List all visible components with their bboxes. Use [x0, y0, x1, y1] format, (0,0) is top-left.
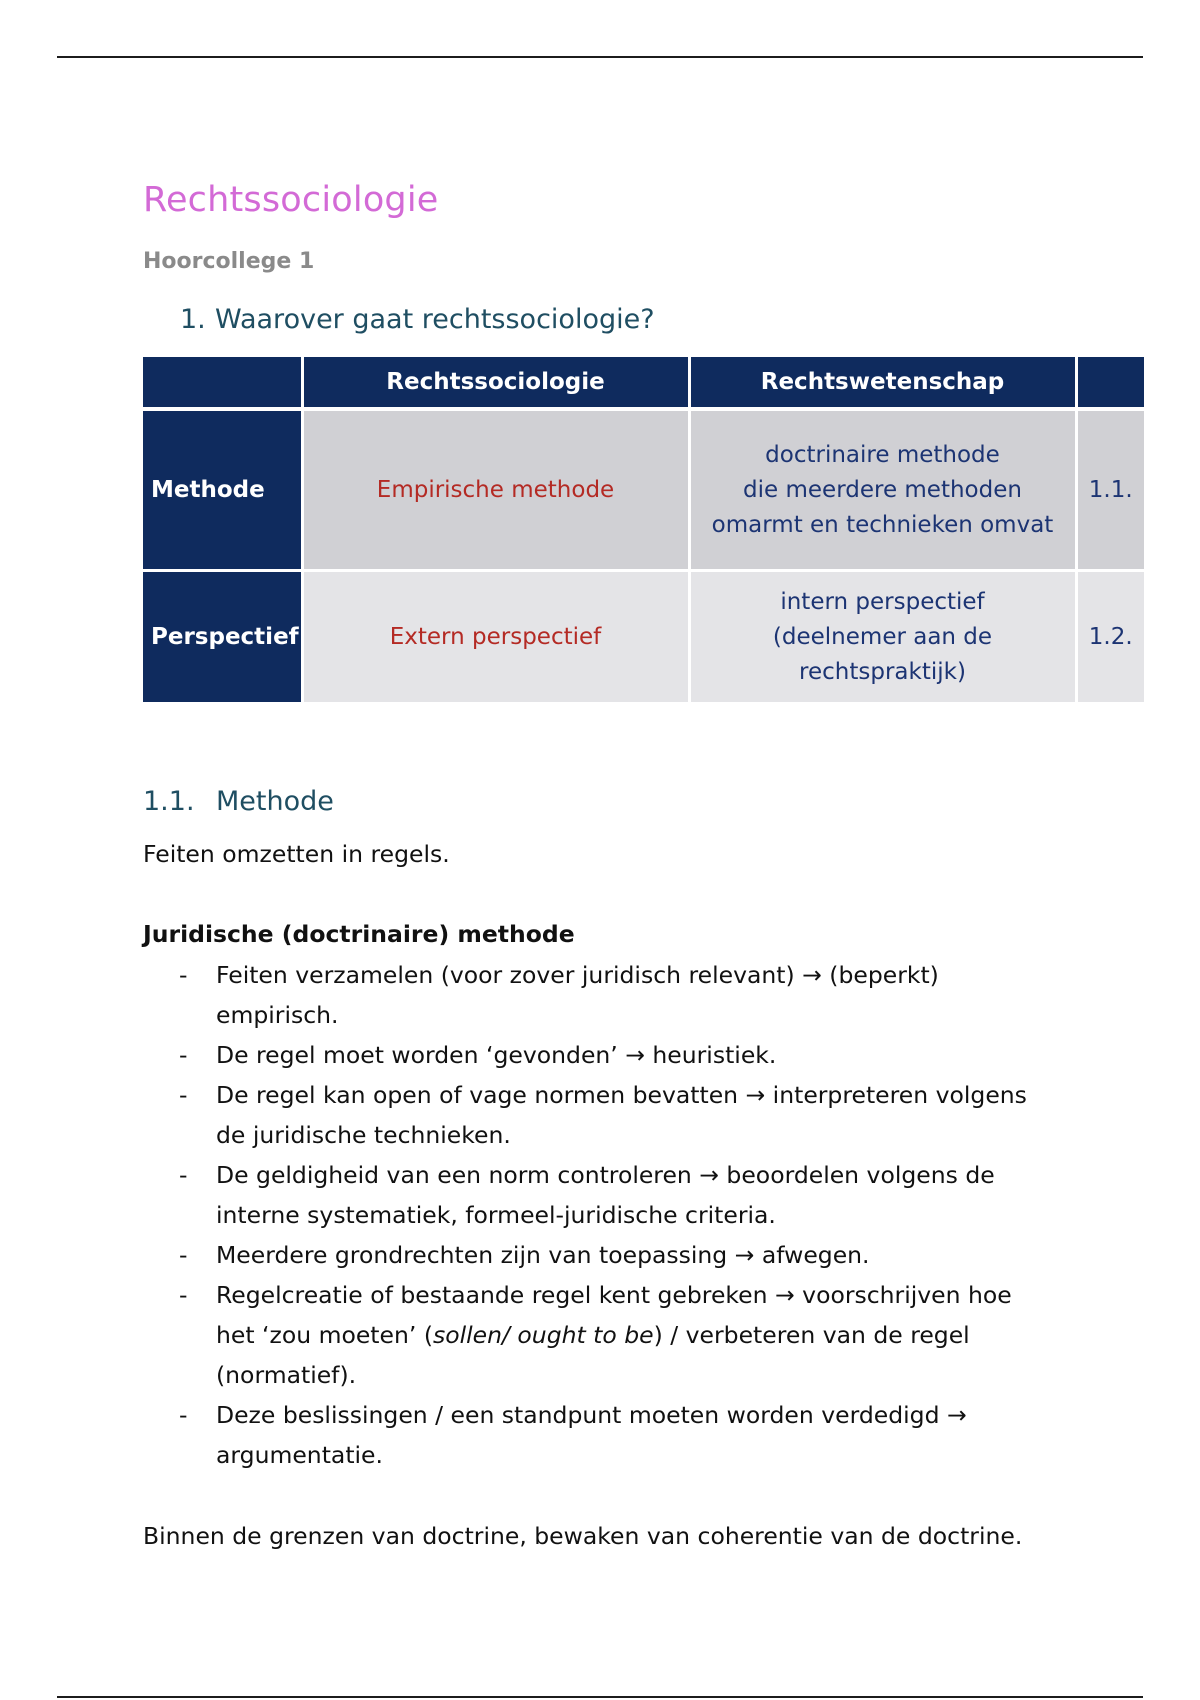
- bullet-line: De regel kan open of vage normen bevatten → interpreteren volgens: [216, 1081, 1027, 1109]
- bullet-marker: -: [179, 1161, 188, 1189]
- bullet-marker: -: [179, 1241, 188, 1269]
- cell-line: doctrinaire methode: [765, 441, 1000, 468]
- section-heading-1: [180, 304, 655, 335]
- table-header-row: [143, 357, 1144, 407]
- table-row-methode: [143, 411, 1144, 571]
- list-item: [143, 1075, 1073, 1155]
- cell-line: (deelnemer aan de: [772, 623, 993, 650]
- text-run: het ‘zou moeten’ (: [216, 1321, 433, 1349]
- closing-paragraph: Binnen de grenzen van doctrine, bewaken van coherentie van de doctrine.: [143, 1522, 1023, 1550]
- row-label: Perspectief: [143, 571, 302, 703]
- bullet-line: Regelcreatie of bestaande regel kent gebreken → voorschrijven hoe: [216, 1281, 1012, 1309]
- cell-line: intern perspectief: [780, 588, 985, 615]
- cell-socio: Empirische methode: [302, 411, 689, 571]
- section-number: 1.1.: [143, 786, 195, 817]
- text-run: ) / verbeteren van de regel: [653, 1321, 970, 1349]
- cell-line: die meerdere methoden: [743, 476, 1022, 503]
- list-item: [143, 1275, 1073, 1395]
- bullet-line: interne systematiek, formeel-juridische criteria.: [216, 1201, 776, 1229]
- header-rechtssociologie: Rechtssociologie: [302, 357, 689, 407]
- bullet-line: (normatief).: [216, 1361, 357, 1389]
- bullet-marker: -: [179, 1041, 188, 1069]
- cell-line: rechtspraktijk): [799, 658, 966, 685]
- bullet-line: Deze beslissingen / een standpunt moeten worden verdedigd →: [216, 1401, 967, 1429]
- bullet-line: empirisch.: [216, 1001, 339, 1029]
- cell-line: omarmt en technieken omvat: [711, 511, 1054, 538]
- bullet-marker: -: [179, 1281, 188, 1309]
- bullet-line: [216, 1315, 1073, 1355]
- bullet-line: De geldigheid van een norm controleren → beoordelen volgens de: [216, 1161, 995, 1189]
- bullet-marker: -: [179, 1081, 188, 1109]
- section-title: Methode: [216, 786, 334, 817]
- row-label: Methode: [143, 411, 302, 571]
- header-ref: [1076, 357, 1144, 407]
- header-rechtswetenschap: Rechtswetenschap: [689, 357, 1076, 407]
- table-row-perspectief: [143, 571, 1144, 703]
- cell-wetenschap: [689, 411, 1076, 571]
- cell-ref: 1.2.: [1076, 571, 1144, 703]
- document-subtitle: Hoorcollege 1: [143, 249, 315, 274]
- top-rule: [57, 56, 1143, 58]
- comparison-table: [143, 357, 1144, 702]
- document-title: Rechtssociologie: [143, 180, 439, 220]
- section-heading-1-1: [143, 786, 334, 817]
- bullet-marker: -: [179, 961, 188, 989]
- list-item: [143, 1235, 1073, 1275]
- bottom-rule: [57, 1696, 1143, 1698]
- italic-text: sollen/ ought to be: [433, 1321, 654, 1349]
- cell-ref: 1.1.: [1076, 411, 1144, 571]
- bullet-line: de juridische technieken.: [216, 1121, 511, 1149]
- section-title: Waarover gaat rechtssociologie?: [215, 304, 655, 335]
- cell-wetenschap: [689, 571, 1076, 703]
- method-heading: Juridische (doctrinaire) methode: [143, 920, 575, 948]
- bullet-line: De regel moet worden ‘gevonden’ → heuristiek.: [216, 1041, 777, 1069]
- bullet-line: argumentatie.: [216, 1441, 383, 1469]
- list-item: [143, 1155, 1073, 1235]
- bullet-marker: -: [179, 1401, 188, 1429]
- method-bullet-list: [143, 955, 1073, 1475]
- list-item: [143, 955, 1073, 1035]
- bullet-line: Meerdere grondrechten zijn van toepassing → afwegen.: [216, 1241, 870, 1269]
- section-number: 1.: [180, 304, 206, 335]
- bullet-line: Feiten verzamelen (voor zover juridisch relevant) → (beperkt): [216, 961, 939, 989]
- intro-paragraph: Feiten omzetten in regels.: [143, 840, 450, 868]
- header-empty: [143, 357, 302, 407]
- list-item: [143, 1395, 1073, 1475]
- cell-socio: Extern perspectief: [302, 571, 689, 703]
- list-item: [143, 1035, 1073, 1075]
